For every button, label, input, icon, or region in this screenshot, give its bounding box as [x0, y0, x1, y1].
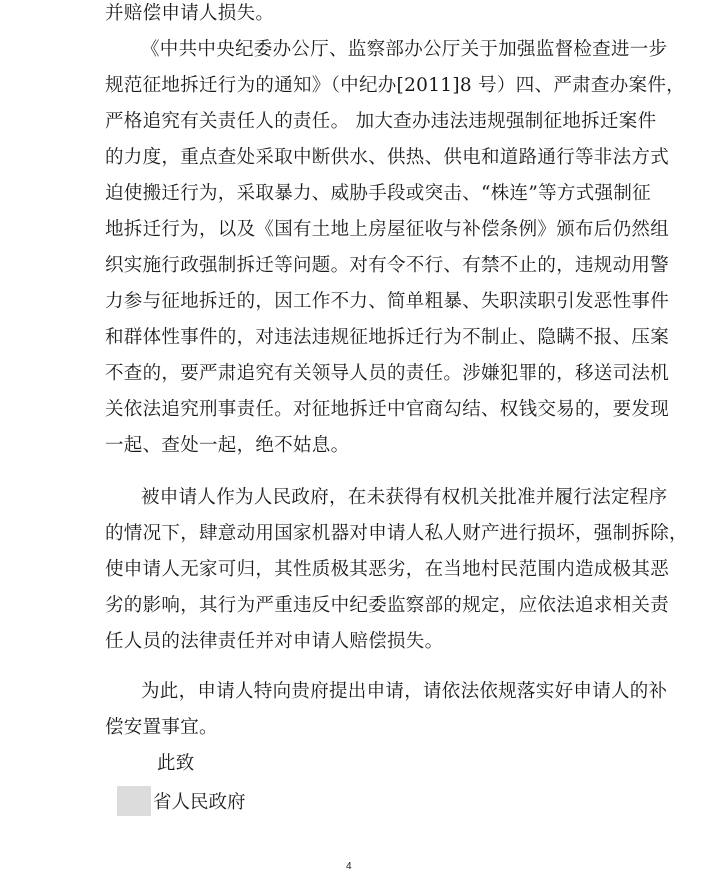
paragraph-line: 织实施行政强制拆迁等问题。对有令不行、有禁不止的，违规动用警 — [105, 255, 670, 276]
paragraph-line: 偿安置事宜。 — [105, 717, 218, 738]
paragraph-line: 使申请人无家可归，其性质极其恶劣，在当地村民范围内造成极其恶 — [105, 559, 670, 580]
paragraph-line: 为此，申请人特向贵府提出申请，请依法依规落实好申请人的补 — [141, 681, 668, 702]
paragraph-line: 关依法追究刑事责任。对征地拆迁中官商勾结、权钱交易的，要发现 — [105, 399, 670, 420]
paragraph-line: 《中共中央纪委办公厅、监察部办公厅关于加强监督检查进一步 — [141, 39, 668, 60]
paragraph-line: 规范征地拆迁行为的通知》（中纪办[2011]8 号）四、严肃查办案件， — [105, 75, 685, 96]
paragraph-line: 的情况下，肆意动用国家机器对申请人私人财产进行损坏，强制拆除， — [105, 523, 688, 544]
redaction-box — [117, 786, 151, 816]
paragraph-line: 严格追究有关责任人的责任。 加大查办违法违规强制征地拆迁案件 — [105, 111, 657, 132]
paragraph-line: 劣的影响，其行为严重违反中纪委监察部的规定，应依法追求相关责 — [105, 595, 670, 616]
salutation: 此致 — [157, 753, 195, 774]
paragraph-line: 一起、查处一起，绝不姑息。 — [105, 435, 350, 456]
paragraph-line: 迫使搬迁行为，采取暴力、威胁手段或突击、“株连”等方式强制征 — [105, 183, 651, 204]
paragraph-line: 和群体性事件的，对违法违规征地拆迁行为不制止、隐瞒不报、压案 — [105, 327, 670, 348]
paragraph-line: 的力度，重点查处采取中断供水、供热、供电和道路通行等非法方式 — [105, 147, 670, 168]
paragraph-line: 任人员的法律责任并对申请人赔偿损失。 — [105, 631, 444, 652]
paragraph-line: 不查的，要严肃追究有关领导人员的责任。涉嫌犯罪的，移送司法机 — [105, 363, 670, 384]
paragraph-line: 力参与征地拆迁的，因工作不力、简单粗暴、失职渎职引发恶性事件 — [105, 291, 670, 312]
page-number: 4 — [346, 861, 352, 872]
paragraph-line: 地拆迁行为，以及《国有土地上房屋征收与补偿条例》颁布后仍然组 — [105, 219, 670, 240]
recipient-line: 省人民政府 — [153, 792, 246, 813]
paragraph-line: 并赔偿申请人损失。 — [105, 3, 275, 24]
paragraph-line: 被申请人作为人民政府，在未获得有权机关批准并履行法定程序 — [141, 487, 668, 508]
